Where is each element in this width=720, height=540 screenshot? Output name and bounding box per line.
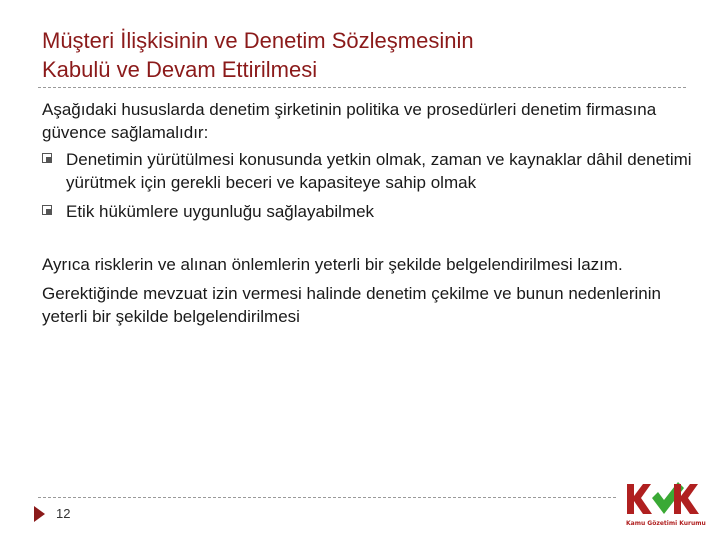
withdrawal-paragraph: Gerektiğinde mevzuat izin vermesi halinde denetim çekilme ve bunun nedenlerinin yeterli bir şekilde belgelendirilmesi [42, 284, 661, 326]
slide-title-line-1: Müşteri İlişkisinin ve Denetim Sözleşmesinin [42, 28, 474, 53]
square-bullet-icon [42, 153, 52, 163]
slide-body [42, 98, 692, 328]
bullet-text: Denetimin yürütülmesi konusunda yetkin olmak, zaman ve kaynaklar dâhil denetimi yürütmek için gerekli beceri ve kapasiteye sahip olmak [66, 150, 692, 192]
kgk-logo-mark [624, 478, 702, 522]
slide-title [42, 26, 682, 84]
title-divider [38, 87, 686, 88]
page-number: 12 [56, 506, 71, 521]
footer-divider [38, 497, 616, 498]
bullet-item [42, 148, 692, 194]
bullet-text: Etik hükümlere uygunluğu sağlayabilmek [66, 202, 375, 221]
slide-title-line-2: Kabulü ve Devam Ettirilmesi [42, 57, 318, 82]
bullet-list [42, 148, 692, 223]
square-bullet-icon [42, 205, 52, 215]
logo-subtitle: Kamu Gözetimi Kurumu [626, 520, 706, 527]
play-arrow-icon [34, 506, 45, 522]
risk-documentation-paragraph: Ayrıca risklerin ve alınan önlemlerin yeterli bir şekilde belgelendirilmesi lazım. [42, 255, 623, 274]
intro-paragraph: Aşağıdaki hususlarda denetim şirketinin politika ve prosedürleri denetim firmasına güvence sağlamalıdır: [42, 100, 657, 142]
bullet-item [42, 200, 692, 223]
